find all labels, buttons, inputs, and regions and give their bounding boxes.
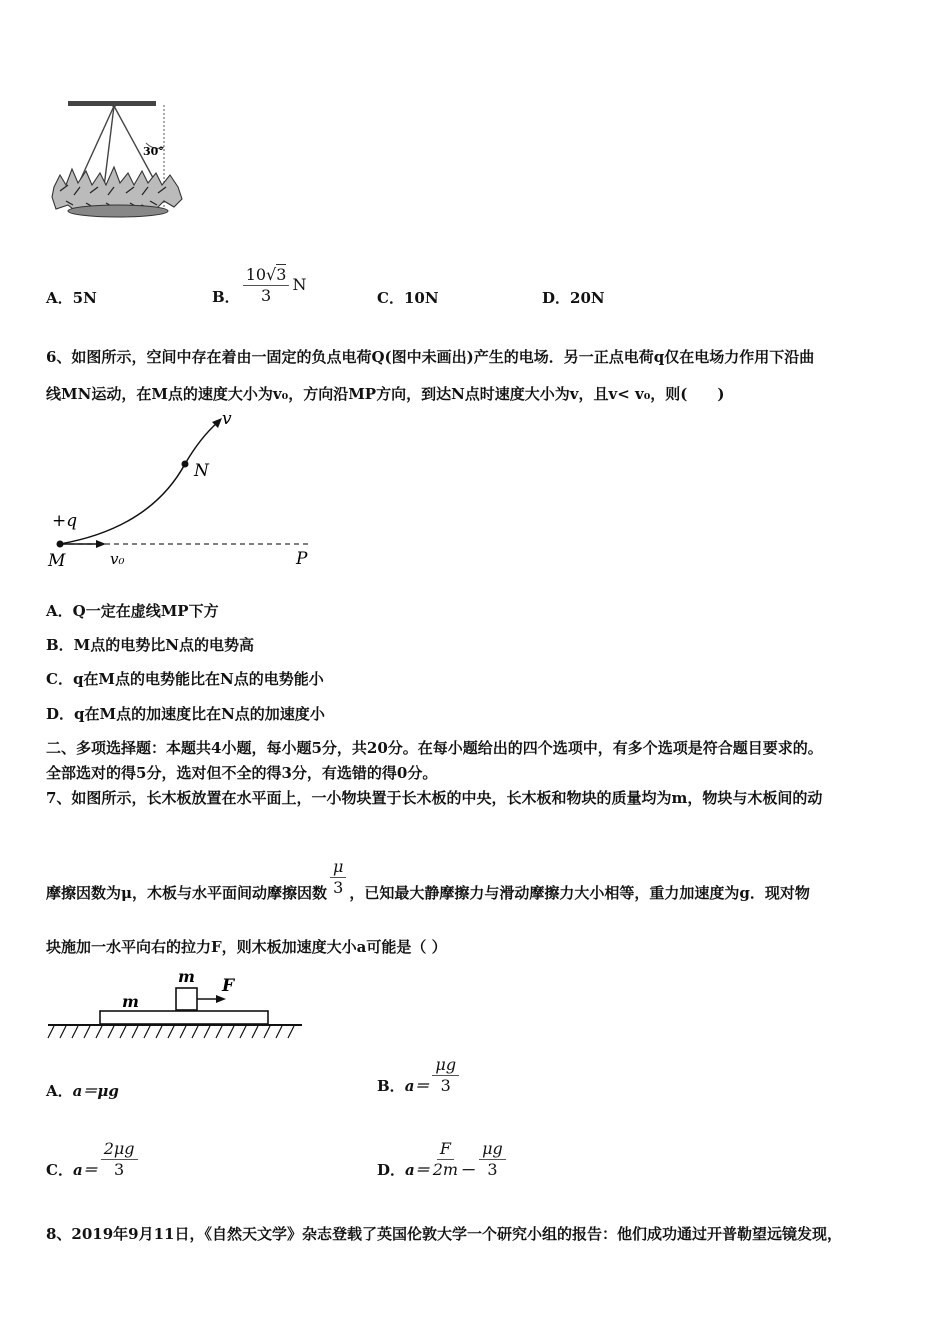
q7-option-d-letter: D． [377,1161,406,1179]
q7-friction-den: 3 [333,878,344,897]
q7-option-d[interactable] [377,1139,509,1180]
label-board-mass: m [122,992,139,1011]
q5-option-d-text: 20N [570,289,605,307]
q6-option-b[interactable]: B．M点的电势比N点的电势高 [46,636,254,654]
q8-stem-line1: 8、2019年9月11日，《自然天文学》杂志登载了英国伦敦大学一个研究小组的报告：他们成功通过开普勒望远镜发现， [46,1225,843,1243]
q7-option-b-prefix: a＝ [404,1077,430,1095]
label-n: N [194,461,209,481]
q7-option-b-letter: B． [377,1077,405,1095]
q7-option-c-prefix: a＝ [72,1161,98,1179]
q6-trajectory-figure [40,408,330,576]
label-block-mass: m [178,967,195,986]
q7-option-d-prefix: a＝ [405,1161,430,1179]
label-plus-q: +q [52,511,78,531]
q5-option-c[interactable] [377,287,439,308]
label-force-f: F [222,976,235,996]
q5-option-b-root: 3 [276,264,287,284]
q7-option-d-minus: － [461,1161,477,1179]
sqrt-symbol: √ [266,264,277,284]
q7-option-c-den: 3 [114,1160,125,1179]
q7-stem-line1: 7、如图所示，长木板放置在水平面上，一小物块置于长木板的中央，长木板和物块的质量均为m，物块与木板间的动 [46,789,823,807]
q7-option-b[interactable] [377,1055,462,1096]
velocity-v0-arrowhead [96,540,106,548]
q5-option-d[interactable] [542,287,605,308]
q7-option-c[interactable] [46,1139,141,1180]
q7-option-c-letter: C． [46,1161,73,1179]
label-m: M [48,551,66,571]
q7-option-a-letter: A． [46,1082,73,1100]
q7-option-b-den: 3 [440,1076,451,1095]
q7-board-block-figure [46,962,308,1046]
hanging-basket-figure [46,95,196,225]
q7-option-b-num: μg [432,1056,459,1076]
q5-option-d-letter: D． [542,289,571,307]
point-n [182,461,189,468]
q5-option-b[interactable] [212,264,306,307]
q5-option-a-letter: A． [46,289,73,307]
q7-option-d-num2: μg [479,1140,506,1160]
q5-option-c-text: 10N [403,289,439,307]
q5-option-a-text: 5N [72,289,97,307]
q7-option-a[interactable] [46,1080,119,1101]
q7-stem-line3: 块施加一水平向右的拉力F，则木板加速度大小a可能是（ ） [46,938,447,956]
force-f-arrowhead [216,995,226,1003]
ground-hatching [48,1026,294,1038]
q7-option-a-text: a＝μg [72,1082,119,1100]
q7-stem-line2 [46,852,810,903]
angle-label: 30° [143,145,164,158]
q7-option-d-den1: 2m [432,1160,459,1179]
label-v0: v₀ [110,550,125,568]
q6-stem-line2: 线MN运动，在M点的速度大小为v₀，方向沿MP方向，到达N点时速度大小为v，且v< v₀，则( ) [46,385,725,403]
label-v: v [222,409,232,429]
q6-option-c[interactable]: C．q在M点的电势能比在N点的电势能小 [46,670,324,688]
q7-option-d-num1: F [437,1140,454,1160]
point-m [57,541,64,548]
q5-option-a[interactable] [46,287,97,308]
small-block [176,988,197,1010]
q5-option-b-fraction [243,266,290,306]
q7-stem-line2b: ，已知最大静摩擦力与滑动摩擦力大小相等，重力加速度为g．现对物 [349,884,810,902]
q5-option-b-unit: N [292,275,307,294]
q7-option-c-fraction [101,1140,138,1180]
q7-friction-num: μ [330,858,346,878]
q7-friction-fraction [330,858,346,898]
section2-instructions-line2: 全部选对的得5分，选对但不全的得3分，有选错的得0分。 [46,764,438,782]
q5-option-c-letter: C． [377,289,404,307]
q7-option-d-fraction1 [433,1140,458,1180]
section2-instructions-line1: 二、多项选择题：本题共4小题，每小题5分，共20分。在每小题给出的四个选项中，有多个选项是符合题目要求的。 [46,739,823,757]
q5-option-b-den: 3 [260,286,272,305]
basket-bowl [68,205,168,217]
q7-stem-line2a: 摩擦因数为μ，木板与水平面间动摩擦因数 [46,884,327,902]
q7-option-d-fraction2 [479,1140,506,1180]
q5-option-b-coef: 10 [245,264,267,284]
q7-option-b-fraction [432,1056,459,1096]
q7-option-c-num: 2μg [101,1140,138,1160]
q6-stem-line1: 6、如图所示，空间中存在着由一固定的负点电荷Q(图中未画出)产生的电场．另一正点电荷q仅在电场力作用下沿曲 [46,348,815,366]
q5-option-b-letter: B． [212,288,240,306]
q6-option-a[interactable]: A．Q一定在虚线MP下方 [46,602,219,620]
q6-option-d[interactable]: D．q在M点的加速度比在N点的加速度小 [46,705,325,723]
long-board [100,1011,268,1024]
q7-option-d-den2: 3 [487,1160,498,1179]
label-p: P [296,549,308,569]
trajectory-curve-mn [60,422,218,544]
